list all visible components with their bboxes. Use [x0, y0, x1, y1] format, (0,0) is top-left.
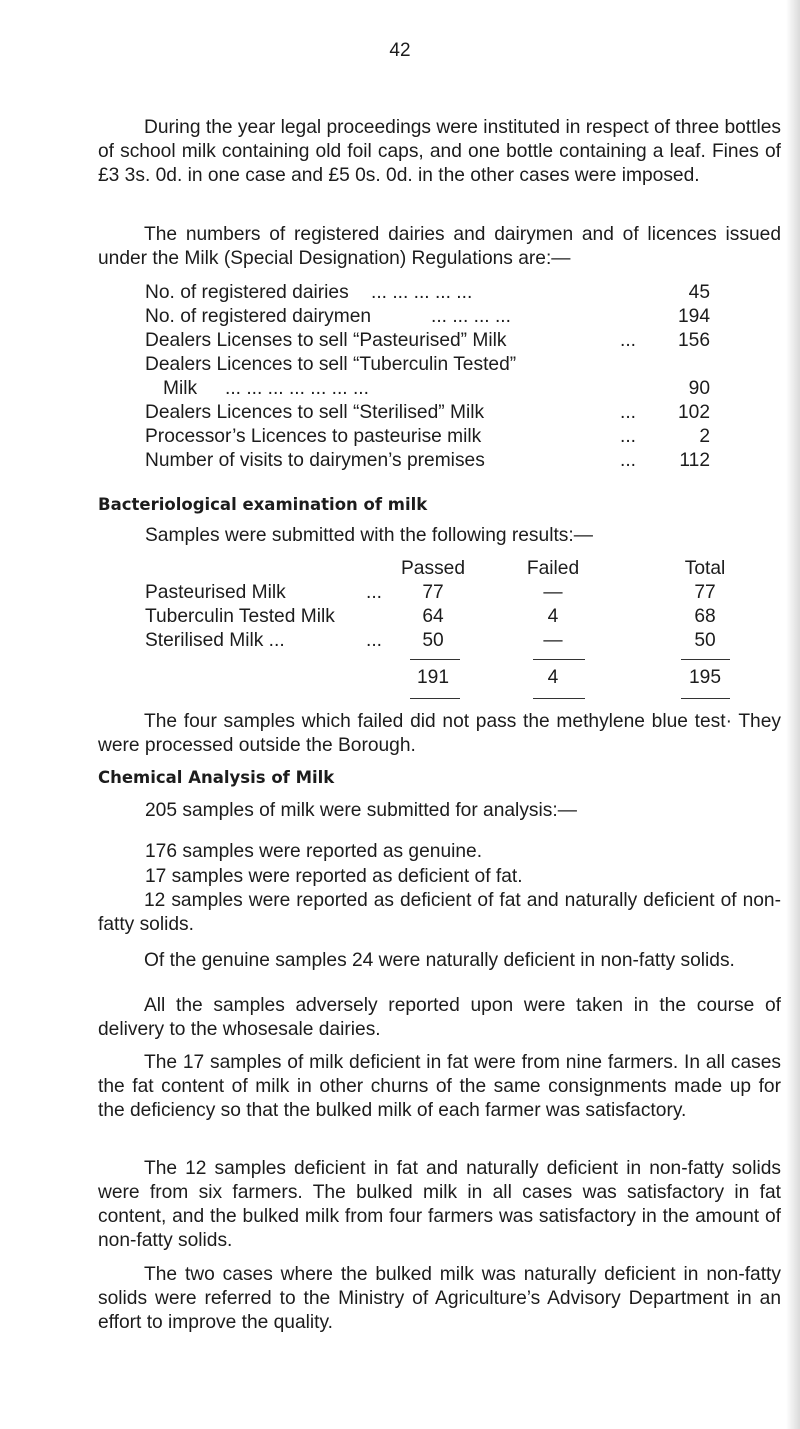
cell-failed: —: [543, 630, 563, 651]
paragraph-seventeen-samples: The 17 samples of milk deficient in fat were from nine farmers. In all cases the fat content of milk in other churns of the same consignments made up for the deficiency so that the bulked milk of each farmer was satisfactory.: [98, 1052, 781, 1121]
column-header-passed: Passed: [401, 558, 465, 579]
cell-failed: —: [543, 582, 563, 603]
chemical-genuine: 176 samples were reported as genuine.: [145, 841, 483, 862]
registration-label: No. of registered dairies: [145, 282, 349, 303]
registration-label: Dealers Licences to sell “Tuberculin Tested”: [145, 354, 517, 375]
dot-leader: ...: [620, 426, 636, 447]
registration-row: [145, 329, 710, 353]
chemical-deficient-fat: 17 samples were reported as deficient of fat.: [145, 866, 523, 887]
registration-label: Dealers Licences to sell “Sterilised” Milk: [145, 402, 485, 423]
total-rule: [533, 698, 585, 699]
registration-row: [145, 377, 710, 401]
registration-row: [145, 281, 710, 305]
cell-passed: 50: [422, 630, 444, 651]
column-header-failed: Failed: [526, 558, 580, 579]
dot-leader: ...: [620, 450, 636, 471]
dot-leader: ... ... ... ... ... ... ...: [225, 378, 369, 399]
registration-label: Processor’s Licences to pasteurise milk: [145, 426, 482, 447]
total-passed: 191: [416, 667, 449, 688]
registration-value: 112: [679, 450, 710, 471]
dot-leader: ...: [620, 330, 636, 351]
total-rule: [410, 698, 460, 699]
registration-value: 102: [677, 402, 710, 423]
row-label: Sterilised Milk ...: [145, 630, 285, 651]
subtotal-rule: [410, 659, 460, 660]
total-total: 195: [688, 667, 721, 688]
registration-value: 45: [688, 282, 710, 303]
row-label: Pasteurised Milk: [145, 582, 286, 603]
dot-leader: ... ... ... ...: [431, 306, 511, 327]
paragraph-twelve-samples: The 12 samples deficient in fat and naturally deficient in non-fatty solids were from six farmers. The bulked milk in all cases was satisfactory in fat content, and the bulked milk from four farmers was satisfactory in the amount of non-fatty solids.: [98, 1158, 781, 1251]
paragraph-proceedings: During the year legal proceedings were instituted in respect of three bottles of school milk containing old foil caps, and one bottle containing a leaf. Fines of £3 3s. 0d. in one case and £5 0s. 0d. in the other cases were imposed.: [98, 117, 781, 186]
dot-leader: ...: [620, 402, 636, 423]
registration-label: No. of registered dairymen: [145, 306, 372, 327]
paragraph-delivery: All the samples adversely reported upon were taken in the course of delivery to the whosesale dairies.: [98, 995, 781, 1040]
registration-label: Number of visits to dairymen’s premises: [145, 450, 485, 471]
row-label: Tuberculin Tested Milk: [145, 606, 335, 627]
registration-value: 156: [677, 330, 710, 351]
chemical-deficient-both: 12 samples were reported as deficient of fat and naturally deficient of non-fatty solids.: [98, 890, 781, 935]
cell-failed: 4: [547, 606, 559, 627]
total-rule: [681, 698, 730, 699]
chemical-submitted: 205 samples of milk were submitted for analysis:—: [145, 800, 577, 821]
cell-passed: 77: [422, 582, 444, 603]
paragraph-registrations-intro: The numbers of registered dairies and dairymen and of licences issued under the Milk (Special Designation) Regulations are:—: [98, 224, 781, 269]
cell-total: 50: [694, 630, 716, 651]
subtotal-rule: [681, 659, 730, 660]
bacteriological-intro: Samples were submitted with the following results:—: [145, 525, 593, 546]
registration-value: 90: [688, 378, 710, 399]
total-failed: 4: [547, 667, 559, 688]
heading-chemical-analysis: Chemical Analysis of Milk: [98, 768, 335, 787]
heading-bacteriological: Bacteriological examination of milk: [98, 495, 428, 514]
registration-row: [145, 353, 710, 377]
page-edge-shadow: [786, 0, 800, 1429]
dot-leader: ...: [366, 630, 382, 651]
subtotal-rule: [533, 659, 585, 660]
registration-row: [145, 449, 710, 473]
registration-value: 2: [699, 426, 710, 447]
registration-label: Dealers Licenses to sell “Pasteurised” Milk: [145, 330, 507, 351]
dot-leader: ...: [366, 582, 382, 603]
cell-total: 77: [694, 582, 716, 603]
paragraph-two-cases: The two cases where the bulked milk was naturally deficient in non-fatty solids were referred to the Ministry of Agriculture’s Advisory Department in an effort to improve the quality.: [98, 1264, 781, 1333]
column-header-total: Total: [684, 558, 726, 579]
dot-leader: ... ... ... ... ...: [371, 282, 473, 303]
page-number: 42: [389, 40, 411, 61]
paragraph-failed-samples: The four samples which failed did not pass the methylene blue test· They were processed outside the Borough.: [98, 711, 781, 756]
registration-label: Milk: [163, 378, 198, 399]
registration-row: [145, 401, 710, 425]
cell-total: 68: [694, 606, 716, 627]
registration-row: [145, 425, 710, 449]
registration-row: [145, 305, 710, 329]
paragraph-genuine-samples: Of the genuine samples 24 were naturally deficient in non-fatty solids.: [144, 950, 735, 971]
registration-value: 194: [677, 306, 710, 327]
cell-passed: 64: [422, 606, 444, 627]
